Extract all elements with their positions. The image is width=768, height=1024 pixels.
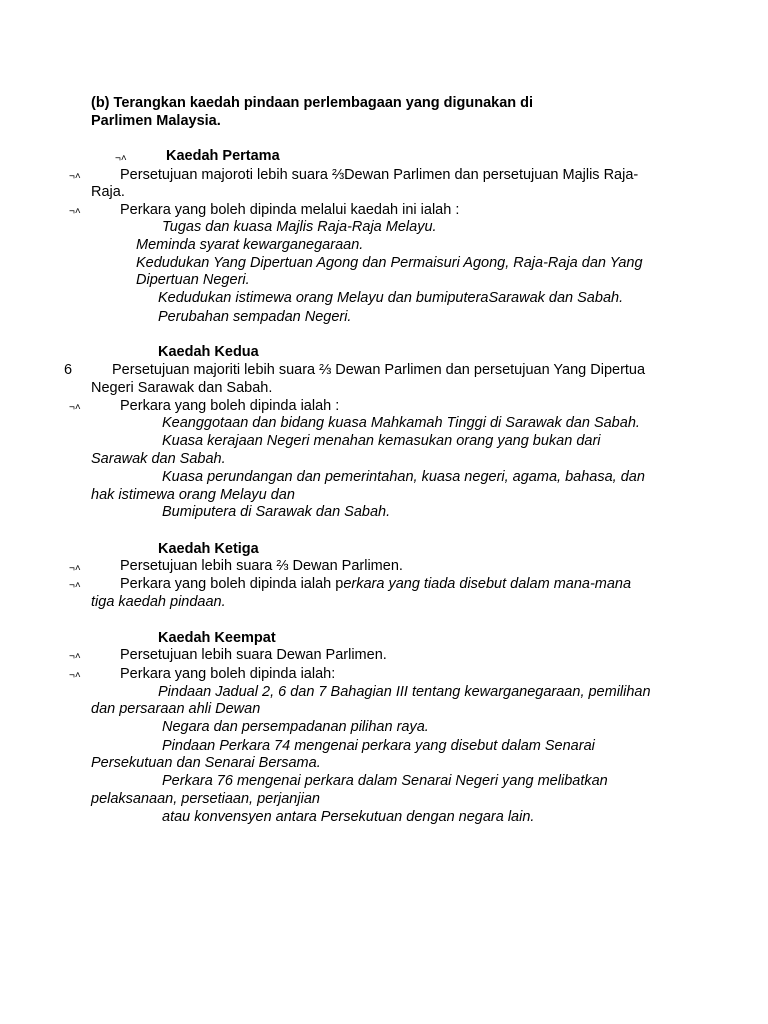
heading-kaedah-keempat: Kaedah Keempat — [158, 630, 276, 646]
s2-paragraph-2: Perkara yang boleh dipinda ialah : — [120, 398, 340, 414]
s2-item: hak istimewa orang Melayu dan — [91, 487, 295, 503]
bullet-icon: ¬˄ — [69, 580, 81, 591]
heading-kaedah-pertama: Kaedah Pertama — [166, 148, 280, 164]
s2-item: Kuasa perundangan dan pemerintahan, kuasa negeri, agama, bahasa, dan — [162, 469, 645, 485]
s2-item: Sarawak dan Sabah. — [91, 451, 226, 467]
s1-paragraph-1a: Persetujuan majoroti lebih suara ⅔Dewan Parlimen dan persetujuan Majlis Raja- — [120, 167, 639, 183]
s4-paragraph-1: Persetujuan lebih suara Dewan Parlimen. — [120, 647, 387, 663]
s4-item: Negara dan persempadanan pilihan raya. — [162, 719, 429, 735]
bullet-icon: ¬˄ — [115, 153, 127, 164]
s4-item: Persekutuan dan Senarai Bersama. — [91, 755, 321, 771]
s1-item: Dipertuan Negeri. — [136, 272, 250, 288]
s3-paragraph-2 — [120, 575, 631, 593]
s1-item: Tugas dan kuasa Majlis Raja-Raja Melayu. — [162, 219, 437, 235]
question-line-1: (b) Terangkan kaedah pindaan perlembagaan yang digunakan di — [91, 95, 534, 111]
s3-paragraph-1: Persetujuan lebih suara ⅔ Dewan Parlimen. — [120, 558, 403, 574]
s3-paragraph-2-normal: Perkara yang boleh dipinda ialah p — [120, 576, 344, 592]
s1-item: Perubahan sempadan Negeri. — [158, 309, 352, 325]
s4-item: pelaksanaan, persetiaan, perjanjian — [91, 791, 320, 807]
s4-item: Pindaan Jadual 2, 6 dan 7 Bahagian III tentang kewarganegaraan, pemilihan — [158, 684, 651, 700]
s1-item: Kedudukan Yang Dipertuan Agong dan Permaisuri Agong, Raja-Raja dan Yang — [136, 255, 643, 271]
s4-item: Pindaan Perkara 74 mengenai perkara yang disebut dalam Senarai — [162, 738, 595, 754]
s2-paragraph-1a: Persetujuan majoriti lebih suara ⅔ Dewan Parlimen dan persetujuan Yang Dipertua — [112, 362, 646, 378]
bullet-icon: ¬˄ — [69, 670, 81, 681]
bullet-icon: ¬˄ — [69, 651, 81, 662]
bullet-icon: ¬˄ — [69, 563, 81, 574]
s2-item: Keanggotaan dan bidang kuasa Mahkamah Tinggi di Sarawak dan Sabah. — [162, 415, 640, 431]
s2-paragraph-1b: Negeri Sarawak dan Sabah. — [91, 380, 273, 396]
s2-item: Bumiputera di Sarawak dan Sabah. — [162, 504, 391, 520]
s3-paragraph-2-italic: erkara yang tiada disebut dalam mana-mana — [343, 576, 632, 592]
s1-paragraph-1b: Raja. — [91, 184, 125, 200]
heading-kaedah-kedua: Kaedah Kedua — [158, 344, 259, 360]
s4-item: dan persaraan ahli Dewan — [91, 701, 261, 717]
six-glyph: 6 — [64, 362, 73, 378]
bullet-icon: ¬˄ — [69, 402, 81, 413]
s4-item: Perkara 76 mengenai perkara dalam Senarai Negeri yang melibatkan — [162, 773, 608, 789]
s1-paragraph-2: Perkara yang boleh dipinda melalui kaedah ini ialah : — [120, 202, 460, 218]
bullet-icon: ¬˄ — [69, 206, 81, 217]
s2-item: Kuasa kerajaan Negeri menahan kemasukan orang yang bukan dari — [162, 433, 601, 449]
s4-paragraph-2: Perkara yang boleh dipinda ialah: — [120, 666, 336, 682]
s4-item: atau konvensyen antara Persekutuan dengan negara lain. — [162, 809, 535, 825]
bullet-icon: ¬˄ — [69, 171, 81, 182]
question-line-2: Parlimen Malaysia. — [91, 113, 221, 129]
heading-kaedah-ketiga: Kaedah Ketiga — [158, 541, 259, 557]
s1-item: Kedudukan istimewa orang Melayu dan bumiputeraSarawak dan Sabah. — [158, 290, 624, 306]
s3-paragraph-2b: tiga kaedah pindaan. — [91, 594, 226, 610]
s1-item: Meminda syarat kewarganegaraan. — [136, 237, 364, 253]
